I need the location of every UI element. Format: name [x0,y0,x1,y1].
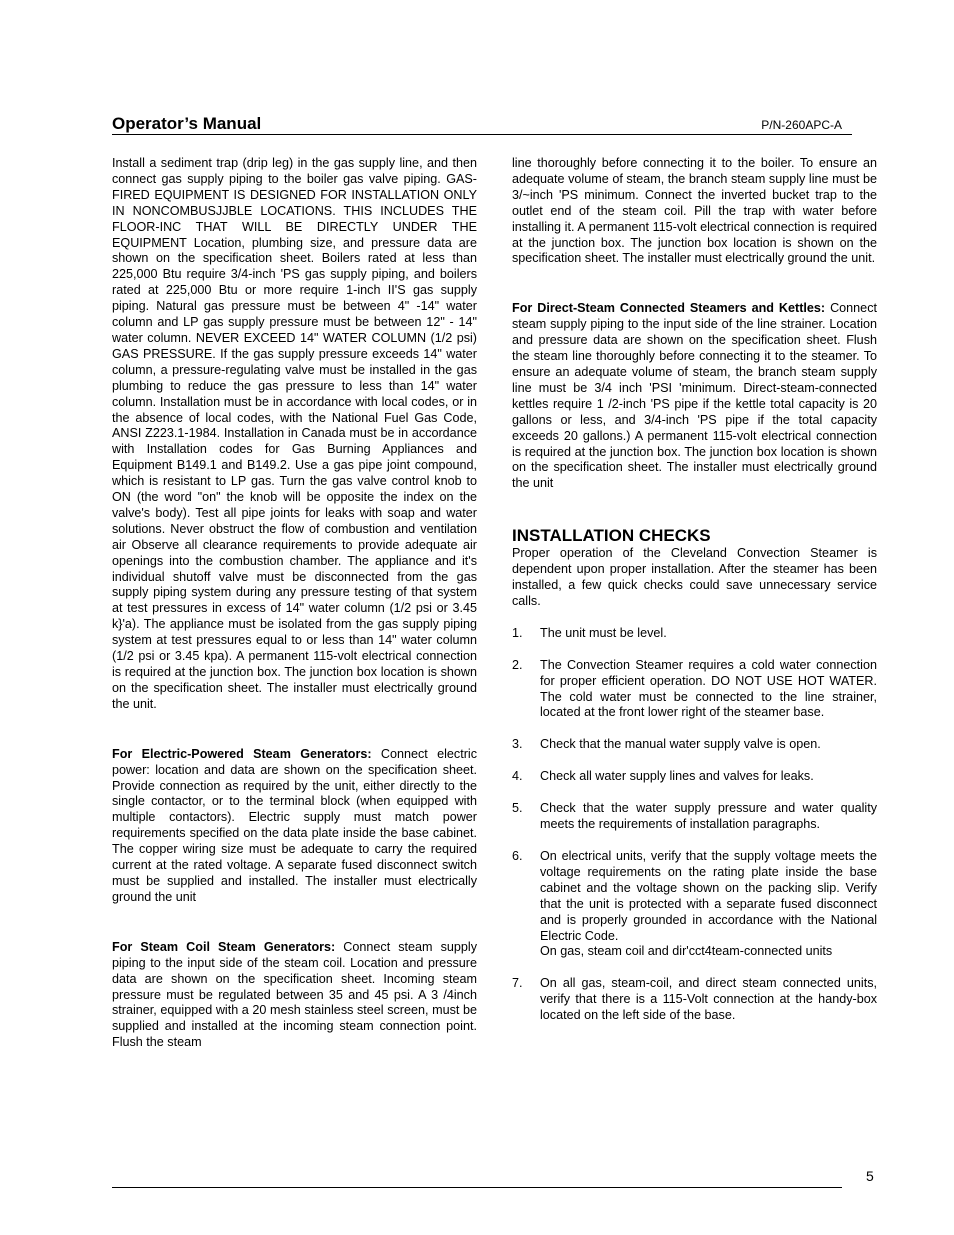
steam-coil-section [112,940,477,1051]
page-header [112,114,852,135]
electric-section [112,747,477,906]
check-item: 4. Check all water supply lines and valves for leaks. [512,769,814,784]
manual-title: Operator’s Manual [112,114,262,133]
right-column [512,156,877,1040]
electric-section-heading: For Electric-Powered Steam Generators: [112,746,372,761]
check-item: 7. On all gas, steam-coil, and direct steam connected units, verify that there is a 115-Volt connection at the handy-box located on the left side of the base. [512,976,877,1023]
check-item: 1. The unit must be level. [512,625,667,640]
installation-checks-intro: Proper operation of the Cleveland Convection Steamer is dependent upon proper installation. After the steamer has been installed, a few quick checks could save unnecessary service calls. [512,546,877,608]
steam-coil-continued: line thoroughly before connecting it to the boiler. To ensure an adequate volume of steam, the branch steam supply line must be 3/~inch 'PS minimum. Connect the inverted bucket trap to the outlet end of the steam coil. Pill the trap with water before installing it. A permanent 115-volt electrical connection is required at the junction box. The junction box location is shown on the specification sheet. The installer must electrically ground the unit. [512,156,877,266]
installation-checks-list [512,626,877,1024]
gas-installation-paragraph: Install a sediment trap (drip leg) in the gas supply line, and then connect gas supply piping to the boiler gas valve piping. GAS-FIRED EQUIPMENT IS DESIGNED FOR INSTALLATION ONLY IN NONCOMBUSJJBLE LOCATIONS. THIS INCLUDES THE FLOOR-INC THAT WILL BE DIRECTLY UNDER THE EQUIPMENT Location, plumbing size, and pressure data are shown on the specification sheet. Boilers rated at less than 225,000 Btu require 3/4-inch 'PS gas supply piping, and boilers rated at 225,000 Btu or more require 1-inch II'S gas supply piping. Natural gas pressure must be between 4" -14" water column and LP gas supply pressure must be between 12" - 14" water column. NEVER EXCEED 14" WATER COLUMN (1/2 psi) GAS PRESSURE. If the gas supply pressure exceeds 14" water column, a pressure-regulating valve must be installed in the gas plumbing to reduce the gas pressure to less than 14" water column. Installation must be in accordance with local codes, or in the absence of local codes, with the National Fuel Gas Code, ANSI Z223.1-1984. Installation in Canada must be in accordance with Installation codes for Gas Burning Appliances and Equipment B149.1 and B149.2. Use a gas pipe joint compound, which is resistant to LP gas. Turn the gas valve control knob to ON (the word "on" the knob will be opposite the index on the valve's body). Test all pipe joints for leaks with soap and water solutions. Never obstruct the flow of combustion and ventilation air Observe all clearance requirements to provide adequate air openings into the combustion chamber. The appliance and it's individual shutoff valve must be disconnected from the gas supply piping system during any pressure testing of that system at test pressures in excess of 14" water column (1/2 psi or 3.45 k}'a). The appliance must be isolated from the gas supply piping system at test pressures equal to or less than 14" water column (1/2 psi or 3.45 kpa). A permanent 115-volt electrical connection is required at the junction box. The junction box location is shown on the specification sheet. The installer must electrically ground the unit. [112,156,477,711]
page-number: 5 [866,1168,874,1184]
check-item: 5. Check that the water supply pressure and water quality meets the requirements of installation paragraphs. [512,801,877,832]
direct-steam-section-heading: For Direct-Steam Connected Steamers and Kettles: [512,301,826,316]
steam-coil-section-body: Connect steam supply piping to the input side of the steam coil. Location and pressure data are shown on the specification sheet. Incoming steam pressure must be regulated between 35 and 45 psi. A 3 /4inch strainer, equipped with a 20 mesh stainless steel screen, must be supplied and installed at the incoming steam connection point. Flush the steam [112,939,477,1050]
direct-steam-section-body: Connect steam supply piping to the input side of the line strainer. Location and pressure data are shown on the specification sheet. Flush the steam line thoroughly before connecting it to the steamer. To ensure an adequate volume of steam, the branch steam supply line must be 3/4 inch 'PSI 'minimum. Direct-steam-connected kettles require 1 /2-inch 'PS pipe if the kettle total capacity is 20 gallons or less, and 3/4-inch 'PS pipe if the total capacity exceeds 20 gallons.) A permanent 115-volt electrical connection is required at the junction box. The junction box location is shown on the specification sheet. The installer must electrically ground the unit [512,301,877,491]
electric-section-body: Connect electric power: location and data are shown on the specification sheet. Provide connection as required by the unit, either directly to the single contactor, or to the terminal block (when equipped with multiple contactors). Electric supply must match power requirements specified on the data plate inside the base cabinet. The copper wiring size must be adequate to carry the required current at the rated voltage. A separate fused disconnect switch must be supplied and installed. The installer must electrically ground the unit [112,746,477,904]
footer-rule [112,1187,842,1188]
left-column [112,156,477,1051]
steam-coil-section-heading: For Steam Coil Steam Generators: [112,939,336,954]
direct-steam-section [512,301,877,492]
part-number: P/N-260APC-A [761,118,842,132]
check-item: 2. The Convection Steamer requires a cold water connection for proper efficient operation. DO NOT USE HOT WATER. The cold water must be connected to the line strainer, located at the front lower right of the steamer base. [512,657,877,720]
check-item-note: On gas, steam coil and dir'cct4team-connected units [540,944,833,959]
check-item: 6. On electrical units, verify that the supply voltage meets the voltage requirements on the rating plate inside the base cabinet and the voltage shown on the packing slip. Verify that the unit is protected with a separate fused disconnect and is properly grounded in accordance with the National Electric Code. On gas, steam coil and dir'cct4team-connected units [512,849,877,959]
check-item: 3. Check that the manual water supply valve is open. [512,737,821,752]
installation-checks-heading: INSTALLATION CHECKS [512,526,711,546]
